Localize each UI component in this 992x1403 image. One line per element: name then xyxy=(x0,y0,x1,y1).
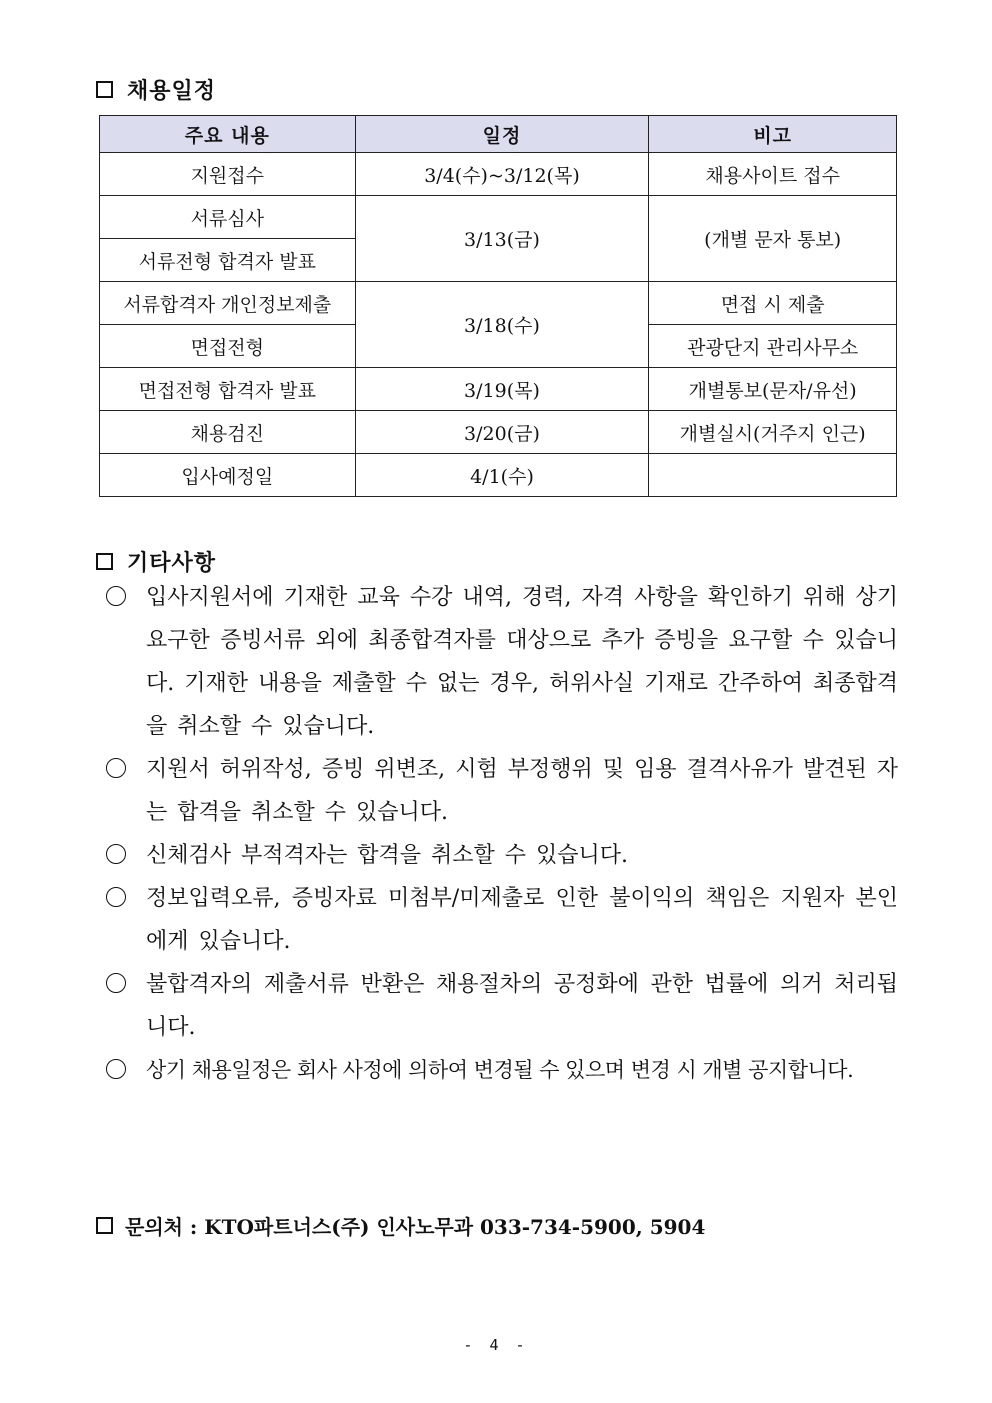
cell-item: 서류심사 xyxy=(100,196,356,239)
list-item-text: 불합격자의 제출서류 반환은 채용절차의 공정화에 관한 법률에 의거 처리됩니다. xyxy=(146,972,898,1040)
column-header: 주요 내용 xyxy=(100,116,356,153)
list-item-text: 정보입력오류, 증빙자료 미첨부/미제출로 인한 불이익의 책임은 지원자 본인에게 있습니다. xyxy=(146,886,898,954)
circle-bullet-icon xyxy=(106,758,126,778)
cell-item: 채용검진 xyxy=(100,411,356,454)
cell-item: 서류합격자 개인정보제출 xyxy=(100,282,356,325)
table-row xyxy=(100,153,897,196)
circle-bullet-icon xyxy=(106,586,126,606)
list-item xyxy=(106,834,898,877)
table-row xyxy=(100,282,897,325)
table-row xyxy=(100,454,897,497)
list-item xyxy=(106,748,898,834)
cell-date: 3/13(금) xyxy=(355,196,649,282)
cell-date: 3/20(금) xyxy=(355,411,649,454)
cell-note: (개별 문자 통보) xyxy=(649,196,897,282)
column-header: 비고 xyxy=(649,116,897,153)
list-item xyxy=(106,576,898,748)
cell-note: 면접 시 제출 xyxy=(649,282,897,325)
table-row xyxy=(100,368,897,411)
list-item-text: 상기 채용일정은 회사 사정에 의하여 변경될 수 있으며 변경 시 개별 공지합니다. xyxy=(146,1058,854,1082)
column-header: 일정 xyxy=(355,116,649,153)
cell-item: 면접전형 xyxy=(100,325,356,368)
circle-bullet-icon xyxy=(106,887,126,907)
cell-date: 4/1(수) xyxy=(355,454,649,497)
notice-list xyxy=(106,576,898,1092)
table-header-row xyxy=(100,116,897,153)
checkbox-square-icon xyxy=(96,553,113,570)
page-number: - 4 - xyxy=(463,1336,529,1354)
cell-note xyxy=(649,454,897,497)
cell-date: 3/4(수)~3/12(목) xyxy=(355,153,649,196)
cell-item: 면접전형 합격자 발표 xyxy=(100,368,356,411)
list-item-text: 신체검사 부적격자는 합격을 취소할 수 있습니다. xyxy=(146,843,629,868)
list-item xyxy=(106,877,898,963)
cell-note: 관광단지 관리사무소 xyxy=(649,325,897,368)
cell-note: 개별실시(거주지 인근) xyxy=(649,411,897,454)
list-item xyxy=(106,963,898,1049)
section-heading-other xyxy=(96,546,216,577)
list-item xyxy=(106,1049,898,1092)
section-heading-schedule xyxy=(96,74,216,105)
circle-bullet-icon xyxy=(106,1059,126,1079)
circle-bullet-icon xyxy=(106,973,126,993)
cell-item: 입사예정일 xyxy=(100,454,356,497)
cell-date: 3/19(목) xyxy=(355,368,649,411)
checkbox-square-icon xyxy=(96,1217,113,1234)
cell-item: 서류전형 합격자 발표 xyxy=(100,239,356,282)
cell-item: 지원접수 xyxy=(100,153,356,196)
contact-line xyxy=(96,1211,705,1240)
circle-bullet-icon xyxy=(106,844,126,864)
table-row xyxy=(100,196,897,239)
cell-date: 3/18(수) xyxy=(355,282,649,368)
section-title: 기타사항 xyxy=(127,550,217,576)
section-title: 채용일정 xyxy=(127,78,217,104)
cell-note: 채용사이트 접수 xyxy=(649,153,897,196)
list-item-text: 입사지원서에 기재한 교육 수강 내역, 경력, 자격 사항을 확인하기 위해 상기 요구한 증빙서류 외에 최종합격자를 대상으로 추가 증빙을 요구할 수 있습니다. 기재한 내용을 제출할 수 없는 경우, 허위사실 기재로 간주하여 최종합격을 취소할 수 있습니다. xyxy=(146,585,898,739)
list-item-text: 지원서 허위작성, 증빙 위변조, 시험 부정행위 및 임용 결격사유가 발견된 자는 합격을 취소할 수 있습니다. xyxy=(146,757,898,825)
checkbox-square-icon xyxy=(96,81,113,98)
schedule-table xyxy=(99,115,897,497)
contact-text: 문의처 : KTO파트너스(주) 인사노무과 033-734-5900, 5904 xyxy=(125,1215,706,1239)
cell-note: 개별통보(문자/유선) xyxy=(649,368,897,411)
table-row xyxy=(100,411,897,454)
